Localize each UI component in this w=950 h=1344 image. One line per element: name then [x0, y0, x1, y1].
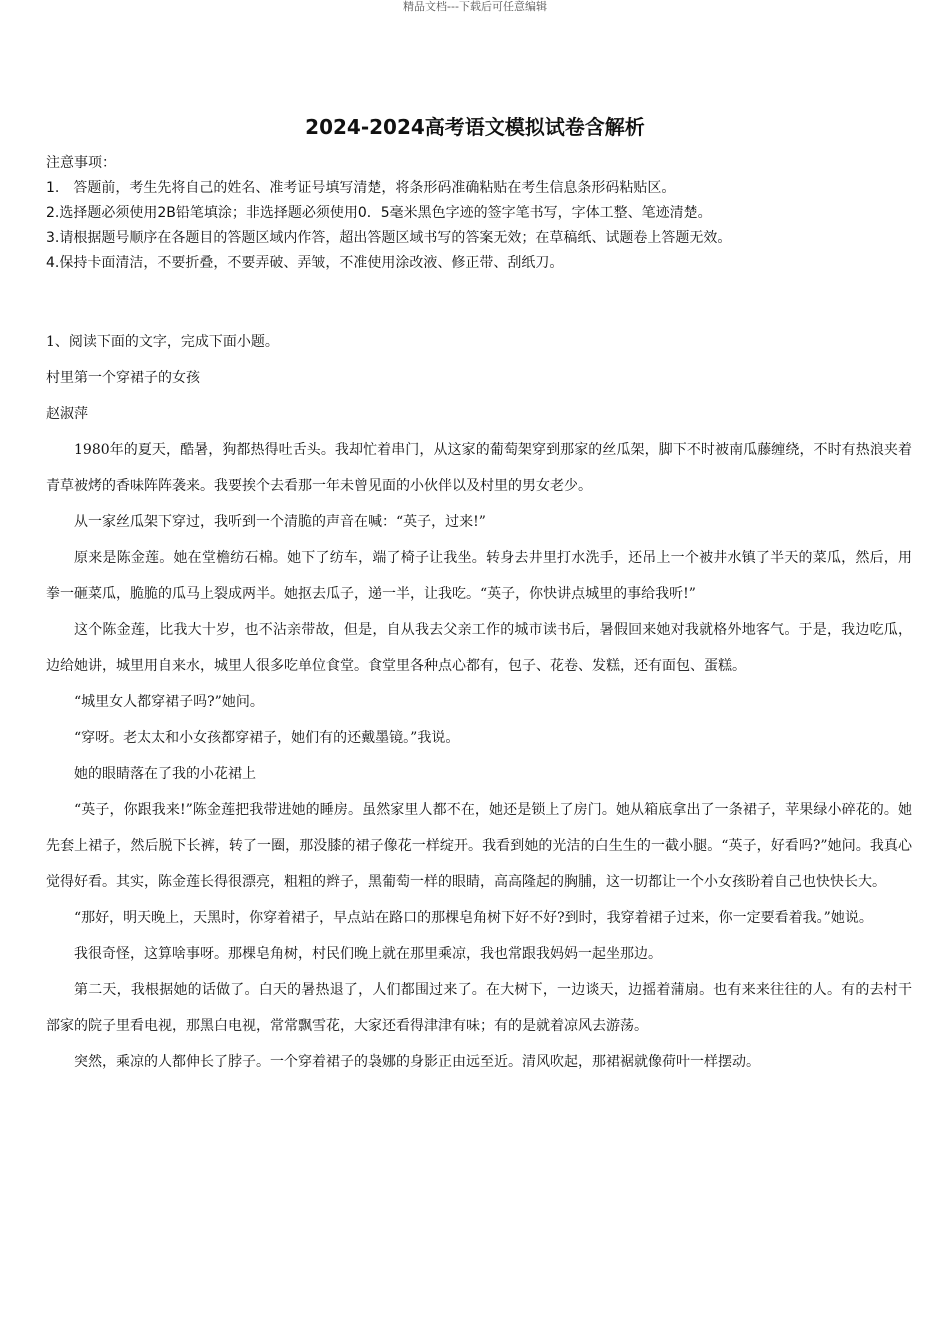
story-paragraph: “城里女人都穿裙子吗?”她问。	[74, 694, 264, 710]
story-paragraph: “穿呀。老太太和小女孩都穿裙子，她们有的还戴墨镜。”我说。	[74, 730, 460, 746]
note-item: 1. 答题前，考生先将自己的姓名、准考证号填写清楚，将条形码准确粘贴在考生信息条形码粘贴区。	[46, 180, 676, 196]
document-title: 2024-2024高考语文模拟试卷含解析	[305, 115, 645, 139]
story-paragraph: “英子，你跟我来!”陈金莲把我带进她的睡房。虽然家里人都不在，她还是锁上了房门。她从箱底拿出了一条裙子，苹果绿小碎花的。她先套上裙子，然后脱下长裤，转了一圈，那没膝的裙子像花一样绽开。我看到她的光洁的白生生的一截小腿。“英子，好看吗?”她问。我真心觉得好看。其实，陈金莲长得很漂亮，粗粗的辫子，黑葡萄一样的眼睛，高高隆起的胸脯，这一切都让一个小女孩盼着自己也快快长大。	[46, 802, 912, 890]
story-paragraph: 原来是陈金莲。她在堂檐纺石棉。她下了纺车，端了椅子让我坐。转身去井里打水洗手，还吊上一个被井水镇了半天的菜瓜，然后，用拳一砸菜瓜，脆脆的瓜马上裂成两半。她抠去瓜子，递一半，让我吃。“英子，你快讲点城里的事给我听!”	[46, 550, 912, 602]
notes-section	[46, 151, 916, 276]
story-paragraph: 这个陈金莲，比我大十岁，也不沾亲带故，但是，自从我去父亲工作的城市读书后，暑假回来她对我就格外地客气。于是，我边吃瓜，边给她讲，城里用自来水，城里人很多吃单位食堂。食堂里各种点心都有，包子、花卷、发糕，还有面包、蛋糕。	[46, 622, 912, 674]
story-paragraph: 1980年的夏天，酷暑，狗都热得吐舌头。我却忙着串门，从这家的葡萄架穿到那家的丝瓜架，脚下不时被南瓜藤缠绕，不时有热浪夹着青草被烤的香味阵阵袭来。我要挨个去看那一年未曾见面的小伙伴以及村里的男女老少。	[46, 442, 912, 494]
story-author: 赵淑萍	[46, 406, 88, 422]
story-paragraph: 第二天，我根据她的话做了。白天的暑热退了，人们都围过来了。在大树下，一边谈天，边摇着蒲扇。也有来来往往的人。有的去村干部家的院子里看电视，那黑白电视，常常飘雪花，大家还看得津津有味；有的是就着凉风去游荡。	[46, 982, 912, 1034]
note-item: 3.请根据题号顺序在各题目的答题区域内作答，超出答题区域书写的答案无效；在草稿纸、试题卷上答题无效。	[46, 230, 732, 246]
story-paragraph: 从一家丝瓜架下穿过，我听到一个清脆的声音在喊：“英子，过来!”	[74, 514, 486, 530]
story-paragraph: 我很奇怪，这算啥事呀。那棵皂角树，村民们晚上就在那里乘凉，我也常跟我妈妈一起坐那边。	[74, 946, 662, 962]
question-intro: 1、阅读下面的文字，完成下面小题。	[46, 334, 279, 350]
story-paragraph: 她的眼睛落在了我的小花裙上	[74, 766, 256, 782]
notes-heading: 注意事项：	[46, 155, 116, 171]
story-paragraph: 突然，乘凉的人都伸长了脖子。一个穿着裙子的袅娜的身影正由远至近。清风吹起，那裙裾就像荷叶一样摆动。	[74, 1054, 760, 1070]
note-item: 2.选择题必须使用2B铅笔填涂；非选择题必须使用0．5毫米黑色字迹的签字笔书写，字体工整、笔迹清楚。	[46, 205, 712, 221]
note-item: 4.保持卡面清洁，不要折叠，不要弄破、弄皱，不准使用涂改液、修正带、刮纸刀。	[46, 255, 564, 271]
page-header-watermark: 精品文档---下载后可任意编辑	[403, 0, 547, 13]
reading-passage	[46, 324, 912, 1080]
story-title: 村里第一个穿裙子的女孩	[46, 370, 200, 386]
story-paragraph: “那好，明天晚上，天黑时，你穿着裙子，早点站在路口的那棵皂角树下好不好?到时，我穿着裙子过来，你一定要看着我。”她说。	[74, 910, 873, 926]
